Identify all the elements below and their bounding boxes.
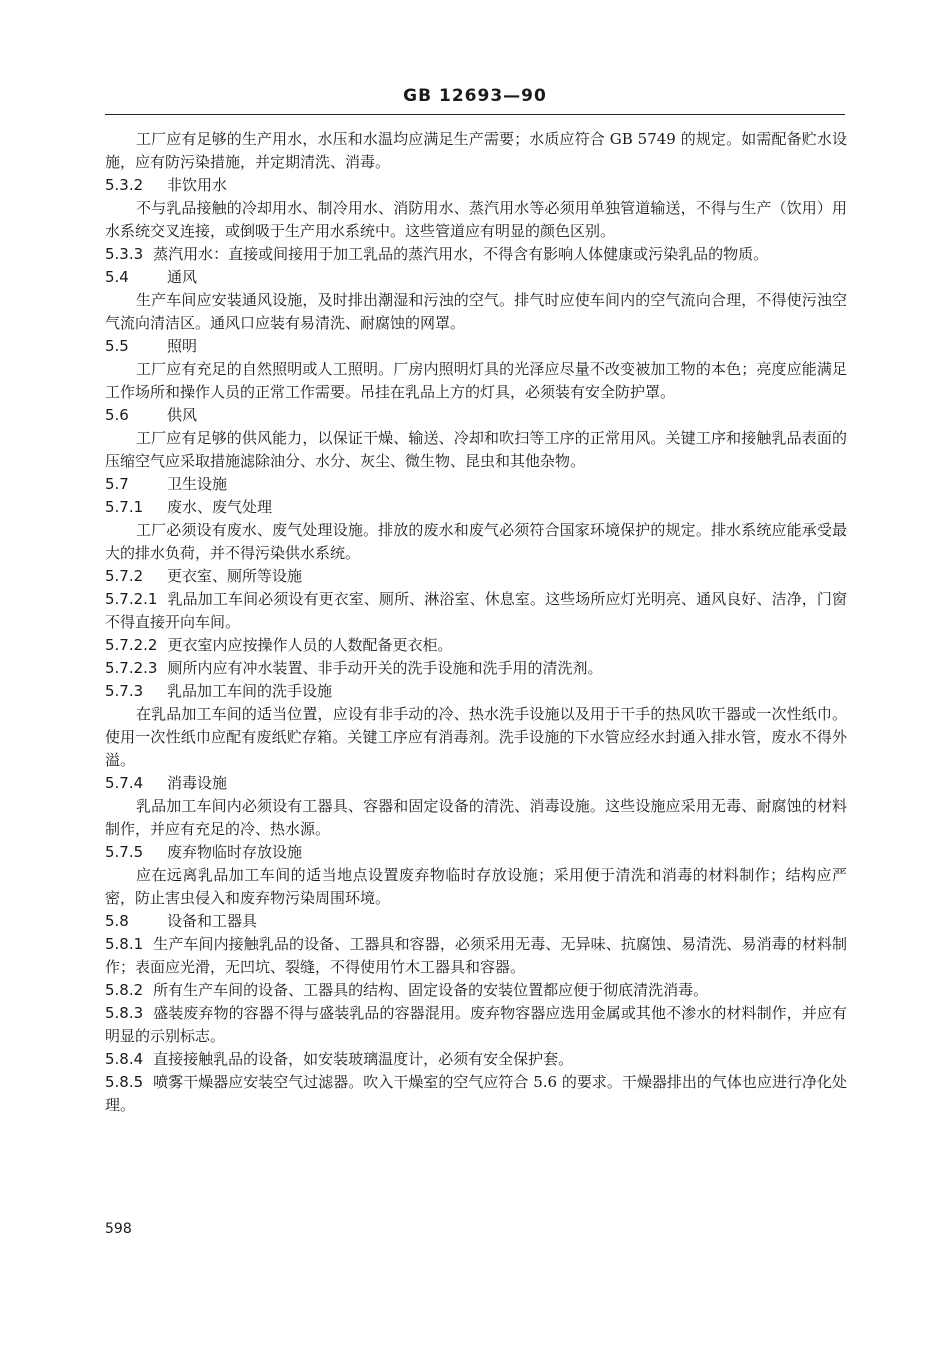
- heading-5-4: [105, 266, 847, 289]
- clause-text: 乳品加工车间必须设有更衣室、厕所、淋浴室、休息室。这些场所应灯光明亮、通风良好、洁净，门窗不得直接开向车间。: [105, 590, 847, 631]
- clause-text: 所有生产车间的设备、工器具的结构、固定设备的安装位置都应便于彻底清洗消毒。: [153, 981, 709, 999]
- heading-5-7-3: [105, 680, 847, 703]
- heading-5-3-2: [105, 174, 847, 197]
- paragraph-5-7-1: 工厂必须设有废水、废气处理设施。排放的废水和废气必须符合国家环境保护的规定。排水系统应能承受最大的排水负荷，并不得污染供水系统。: [105, 521, 847, 562]
- paragraph-5-5: 工厂应有充足的自然照明或人工照明。厂房内照明灯具的光泽应尽量不改变被加工物的本色；亮度应能满足工作场所和操作人员的正常工作需要。吊挂在乳品上方的灯具，必须装有安全防护罩。: [105, 360, 847, 401]
- section-number: 5.8.2: [105, 981, 144, 999]
- header-rule: [105, 114, 845, 115]
- clause-text: 更衣室内应按操作人员的人数配备更衣柜。: [167, 636, 453, 654]
- clause-text: 厕所内应有冲水装置、非手动开关的洗手设施和洗手用的清洗剂。: [167, 659, 603, 677]
- section-title: 消毒设施: [167, 774, 228, 792]
- section-number: 5.7.1: [105, 498, 144, 516]
- section-title: 通风: [167, 268, 198, 286]
- clause-5-8-3: [105, 1002, 847, 1048]
- section-number: 5.8.5: [105, 1073, 144, 1091]
- section-title: 废水、废气处理: [167, 498, 273, 516]
- section-number: 5.7.2.2: [105, 636, 158, 654]
- paragraph-5-7-3: 在乳品加工车间的适当位置，应设有非手动的冷、热水洗手设施以及用于干手的热风吹干器或一次性纸巾。使用一次性纸巾应配有废纸贮存箱。关键工序应有消毒剂。洗手设施的下水管应经水封通入排水管，废水不得外溢。: [105, 705, 847, 769]
- clause-5-7-2-2: [105, 634, 847, 657]
- heading-5-7-4: [105, 772, 847, 795]
- section-number: 5.7: [105, 475, 129, 493]
- section-title: 更衣室、厕所等设施: [167, 567, 303, 585]
- heading-5-6: [105, 404, 847, 427]
- document-body: [105, 128, 847, 1117]
- clause-5-3-3: [105, 243, 847, 266]
- paragraph-5-4: 生产车间应安装通风设施，及时排出潮湿和污浊的空气。排气时应使车间内的空气流向合理，不得使污浊空气流向清洁区。通风口应装有易清洗、耐腐蚀的网罩。: [105, 291, 847, 332]
- clause-text: 盛装废弃物的容器不得与盛装乳品的容器混用。废弃物容器应选用金属或其他不渗水的材料制作，并应有明显的示别标志。: [105, 1004, 847, 1045]
- heading-5-7-1: [105, 496, 847, 519]
- clause-5-8-5: [105, 1071, 847, 1117]
- paragraph-5-7-4: 乳品加工车间内必须设有工器具、容器和固定设备的清洗、消毒设施。这些设施应采用无毒、耐腐蚀的材料制作，并应有充足的冷、热水源。: [105, 797, 847, 838]
- section-number: 5.7.4: [105, 774, 144, 792]
- section-title: 废弃物临时存放设施: [167, 843, 303, 861]
- page-header: GB 12693—90: [403, 86, 547, 106]
- clause-5-8-1: [105, 933, 847, 979]
- section-number: 5.7.2: [105, 567, 144, 585]
- clause-5-7-2-3: [105, 657, 847, 680]
- section-number: 5.6: [105, 406, 129, 424]
- page-number: 598: [105, 1221, 132, 1237]
- section-title: 非饮用水: [167, 176, 228, 194]
- section-number: 5.8.3: [105, 1004, 144, 1022]
- section-title: 照明: [167, 337, 198, 355]
- section-number: 5.7.2.3: [105, 659, 158, 677]
- clause-5-7-2-1: [105, 588, 847, 634]
- paragraph-water-supply: 工厂应有足够的生产用水，水压和水温均应满足生产需要；水质应符合 GB 5749 的规定。如需配备贮水设施，应有防污染措施，并定期清洗、消毒。: [105, 130, 847, 171]
- heading-5-7-2: [105, 565, 847, 588]
- section-number: 5.5: [105, 337, 129, 355]
- section-number: 5.8.1: [105, 935, 144, 953]
- section-number: 5.3.3: [105, 245, 144, 263]
- clause-text: 喷雾干燥器应安装空气过滤器。吹入干燥室的空气应符合 5.6 的要求。干燥器排出的气体也应进行净化处理。: [105, 1073, 847, 1114]
- clause-5-8-4: [105, 1048, 847, 1071]
- paragraph-5-6: 工厂应有足够的供风能力，以保证干燥、输送、冷却和吹扫等工序的正常用风。关键工序和接触乳品表面的压缩空气应采取措施滤除油分、水分、灰尘、微生物、昆虫和其他杂物。: [105, 429, 847, 470]
- clause-text: 直接接触乳品的设备，如安装玻璃温度计，必须有安全保护套。: [153, 1050, 574, 1068]
- section-number: 5.7.2.1: [105, 590, 158, 608]
- heading-5-7-5: [105, 841, 847, 864]
- section-title: 供风: [167, 406, 198, 424]
- section-title: 卫生设施: [167, 475, 228, 493]
- section-number: 5.7.3: [105, 682, 144, 700]
- section-title: 乳品加工车间的洗手设施: [167, 682, 333, 700]
- section-number: 5.7.5: [105, 843, 144, 861]
- heading-5-7: [105, 473, 847, 496]
- heading-5-8: [105, 910, 847, 933]
- paragraph-5-7-5: 应在远离乳品加工车间的适当地点设置废弃物临时存放设施；采用便于清洗和消毒的材料制作；结构应严密，防止害虫侵入和废弃物污染周围环境。: [105, 866, 847, 907]
- clause-5-8-2: [105, 979, 847, 1002]
- heading-5-5: [105, 335, 847, 358]
- section-number: 5.3.2: [105, 176, 144, 194]
- clause-text: 蒸汽用水：直接或间接用于加工乳品的蒸汽用水，不得含有影响人体健康或污染乳品的物质。: [153, 245, 769, 263]
- paragraph-5-3-2: 不与乳品接触的冷却用水、制冷用水、消防用水、蒸汽用水等必须用单独管道输送，不得与生产（饮用）用水系统交叉连接，或倒吸于生产用水系统中。这些管道应有明显的颜色区别。: [105, 199, 847, 240]
- section-number: 5.4: [105, 268, 129, 286]
- section-number: 5.8.4: [105, 1050, 144, 1068]
- section-number: 5.8: [105, 912, 129, 930]
- clause-text: 生产车间内接触乳品的设备、工器具和容器，必须采用无毒、无异味、抗腐蚀、易清洗、易消毒的材料制作；表面应光滑，无凹坑、裂缝，不得使用竹木工器具和容器。: [105, 935, 847, 976]
- section-title: 设备和工器具: [167, 912, 258, 930]
